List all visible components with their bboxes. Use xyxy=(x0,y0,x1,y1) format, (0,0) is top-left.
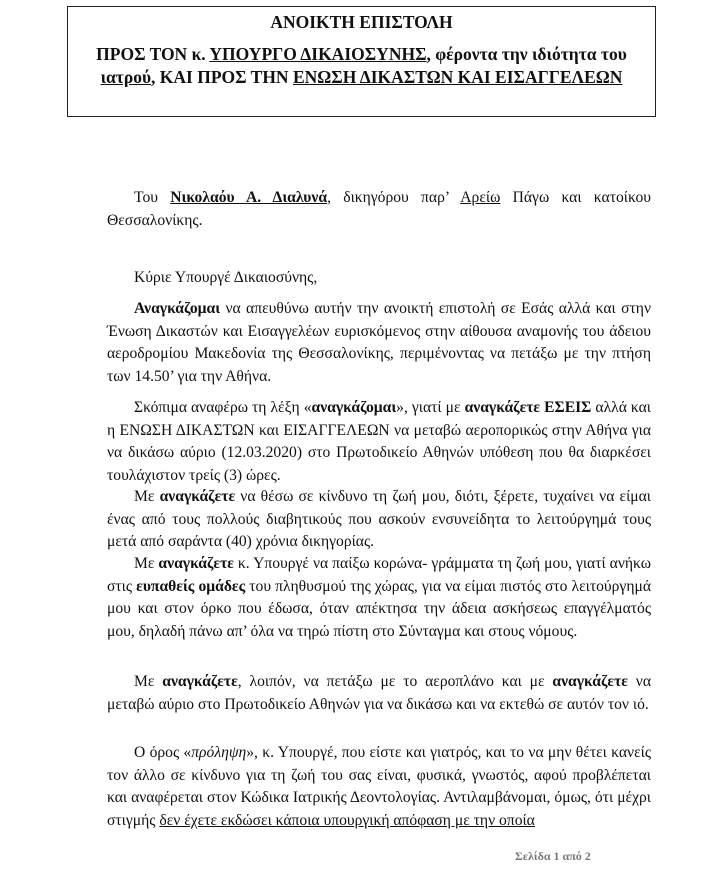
author-paragraph: Του Νικολαόυ Α. Διαλυνά, δικηγόρου παρ’ Αρείω Πάγω και κατοίκου Θεσσαλονίκης. xyxy=(107,189,651,229)
paragraph-3: Με αναγκάζετε να θέσω σε κίνδυνο τη ζωή μου, διότι, ξέρετε, τυχαίνει να είμαι ένας από τους πολλούς διαβητικούς που ασκούν ενσυνείδητα το λειτούργημά τους μετά από σαράντα (40) χρόνια δικηγορίας. xyxy=(107,488,651,551)
paragraph-6: Ο όρος «πρόληψη», κ. Υπουργέ, που είστε και γιατρός, και το να μην θέτει κανείς τον άλλο σε κίνδυνο για τη ζωή του σας είναι, φυσικά, γνωστός, αφού προβλέπεται και αναφέρεται στον Κώδικα Ιατρικής Δεοντολογίας. Αντιλαμβάνομαι, όμως, ότι μέχρι στιγμής δεν έχετε εκδώσει κάποια υπουργική απόφαση με την οποία xyxy=(107,744,652,829)
letter-title: ΑΝΟΙΚΤΗ ΕΠΙΣΤΟΛΗ xyxy=(270,12,453,32)
author-name: Νικολαόυ Α. Διαλυνά xyxy=(170,189,328,206)
paragraph-4: Με αναγκάζετε κ. Υπουργέ να παίξω κορώνα- γράμματα τη ζωή μου, γιατί ανήκω στις ευπαθείς ομάδες του πληθυσμού της χώρας, για να είμαι πιστός στο λειτούργημά μου και στον όρκο που έδωσα, όταν απέκτησα την άδεια ασκήσεως επαγγέλματός μου, δηλαδή πάνω απ’ όλα να τηρώ πίστη στο Σύνταγμα και στους νόμους. xyxy=(107,555,652,640)
paragraph-5: Με αναγκάζετε, λοιπόν, να πετάξω με το αεροπλάνο και με αναγκάζετε να μεταβώ αύριο στο Πρωτοδικείο Αθηνών για να δικάσω και να εκτεθώ σε αυτόν τον ιό. xyxy=(107,673,651,713)
paragraph-2: Σκόπιμα αναφέρω τη λέξη «αναγκάζομαι», γιατί με αναγκάζετε ΕΣΕΙΣ αλλά και η ΕΝΩΣΗ ΔΙΚΑΣΤΩΝ και ΕΙΣΑΓΓΕΛΕΩΝ να μεταβώ αεροπορικώς στην Αθήνα για να δικάσω αύριο (12.03.2020) στο Πρωτοδικείο Αθηνών υπόθεση που θα διαρκέσει τουλάχιστον τρείς (3) ώρες. xyxy=(107,399,651,484)
letter-recipients: ΠΡΟΣ ΤΟΝ κ. ΥΠΟΥΡΓΟ ΔΙΚΑΙΟΣΥΝΗΣ, φέροντα την ιδιότητα του ιατρού, ΚΑΙ ΠΡΟΣ ΤΗΝ ΕΝΩΣΗ ΔΙΚΑΣΤΩΝ ΚΑΙ ΕΙΣΑΓΓΕΛΕΩΝ xyxy=(96,44,627,87)
salutation: Κύριε Υπουργέ Δικαιοσύνης, xyxy=(134,269,318,286)
paragraph-1: Αναγκάζομαι να απευθύνω αυτήν την ανοικτή επιστολή σε Εσάς αλλά και στην Ένωση Δικαστών και Εισαγγελέων ευρισκόμενος στην αίθουσα αναμονής του άδειου αεροδρομίου Μακεδονία της Θεσσαλονίκης, περιμένοντας να πετάξω με την πτήση των 14.50’ για την Αθήνα. xyxy=(107,300,651,385)
page-number: Σελίδα 1 από 2 xyxy=(515,849,591,863)
title-box xyxy=(67,6,656,117)
